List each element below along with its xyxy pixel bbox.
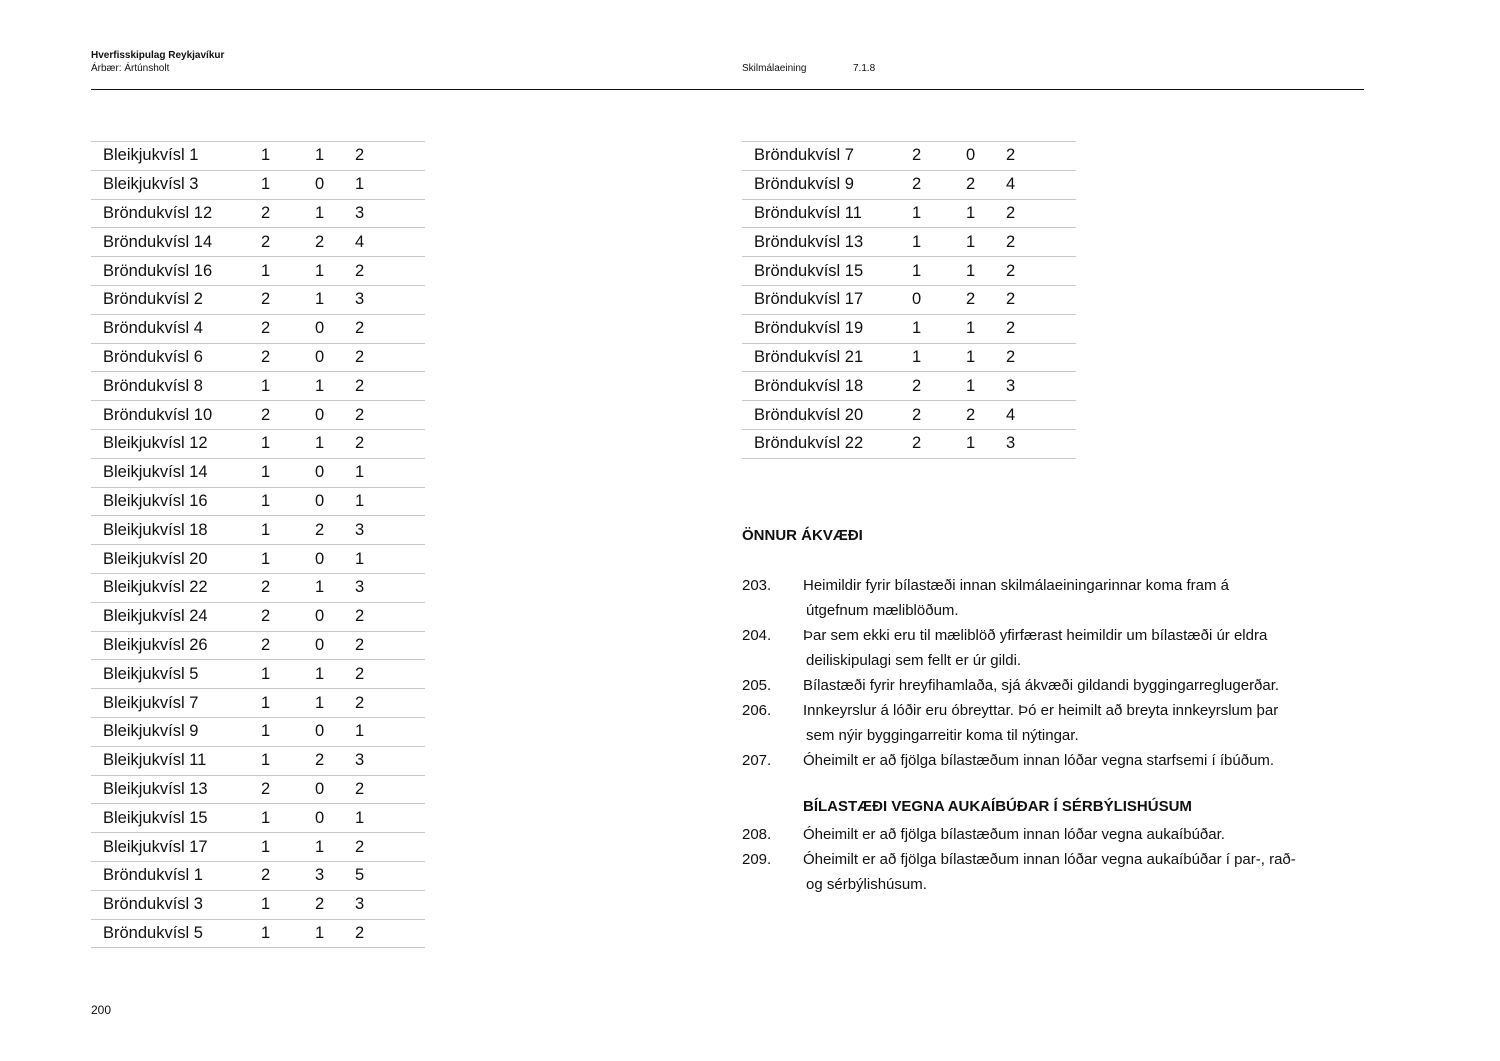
page-number: 200: [91, 1003, 112, 1017]
provision-text-cont: deiliskipulagi sem fellt er úr gildi.: [806, 652, 1022, 669]
table-row: [91, 746, 425, 775]
value-cell-1: 1: [261, 919, 315, 948]
address-cell: Bröndukvísl 17: [742, 285, 912, 314]
document-title: Hverfisskipulag Reykjavíkur: [91, 50, 225, 61]
provision-number: 205.: [742, 677, 772, 694]
provision-text: Heimildir fyrir bílastæði innan skilmálaeiningarinnar koma fram á: [803, 577, 1229, 594]
address-cell: Bröndukvísl 3: [91, 890, 261, 919]
table-row: [91, 429, 425, 458]
provision-number: 206.: [742, 702, 772, 719]
value-cell-2: 0: [315, 602, 355, 631]
total-cell: 2: [1006, 314, 1076, 343]
value-cell-1: 2: [261, 861, 315, 890]
value-cell-1: 2: [261, 343, 315, 372]
total-cell: 2: [1006, 228, 1076, 257]
value-cell-2: 0: [315, 343, 355, 372]
table-row: [742, 429, 1076, 458]
total-cell: 3: [1006, 429, 1076, 458]
value-cell-2: 1: [966, 372, 1006, 401]
value-cell-2: 0: [315, 487, 355, 516]
address-cell: Bröndukvísl 8: [91, 372, 261, 401]
address-cell: Bröndukvísl 16: [91, 257, 261, 286]
address-cell: Bleikjukvísl 11: [91, 746, 261, 775]
value-cell-1: 1: [261, 890, 315, 919]
value-cell-1: 1: [261, 487, 315, 516]
provision-text: Þar sem ekki eru til mæliblöð yfirfærast heimildir um bílastæði úr eldra: [803, 627, 1268, 644]
table-row: [742, 199, 1076, 228]
value-cell-2: 1: [315, 142, 355, 171]
total-cell: 2: [1006, 199, 1076, 228]
value-cell-2: 0: [315, 170, 355, 199]
address-cell: Bröndukvísl 11: [742, 199, 912, 228]
total-cell: 2: [355, 775, 425, 804]
table-row: [742, 343, 1076, 372]
value-cell-1: 2: [261, 631, 315, 660]
total-cell: 3: [1006, 372, 1076, 401]
table-row: [742, 228, 1076, 257]
value-cell-1: 2: [261, 573, 315, 602]
table-row: [91, 861, 425, 890]
address-cell: Bröndukvísl 1: [91, 861, 261, 890]
total-cell: 2: [355, 314, 425, 343]
parking-table-left: [91, 141, 425, 948]
value-cell-1: 1: [261, 372, 315, 401]
provision-number: 207.: [742, 752, 772, 769]
total-cell: 1: [355, 545, 425, 574]
total-cell: 2: [1006, 142, 1076, 171]
total-cell: 1: [355, 170, 425, 199]
address-cell: Bröndukvísl 20: [742, 401, 912, 430]
total-cell: 1: [355, 804, 425, 833]
address-cell: Bleikjukvísl 26: [91, 631, 261, 660]
value-cell-2: 1: [315, 257, 355, 286]
value-cell-1: 2: [261, 228, 315, 257]
provision-208: [742, 822, 1362, 847]
value-cell-1: 1: [261, 170, 315, 199]
table-row: [91, 487, 425, 516]
total-cell: 3: [355, 573, 425, 602]
table-row: [91, 458, 425, 487]
address-cell: Bröndukvísl 12: [91, 199, 261, 228]
address-cell: Bröndukvísl 19: [742, 314, 912, 343]
value-cell-2: 0: [315, 545, 355, 574]
value-cell-1: 1: [261, 804, 315, 833]
table-row: [742, 170, 1076, 199]
table-row: [742, 285, 1076, 314]
value-cell-1: 2: [261, 314, 315, 343]
address-cell: Bleikjukvísl 13: [91, 775, 261, 804]
table-row: [91, 804, 425, 833]
table-row: [91, 660, 425, 689]
address-cell: Bröndukvísl 10: [91, 401, 261, 430]
table-row: [742, 401, 1076, 430]
value-cell-2: 1: [966, 429, 1006, 458]
value-cell-1: 1: [261, 257, 315, 286]
address-cell: Bleikjukvísl 22: [91, 573, 261, 602]
table-row: [91, 257, 425, 286]
value-cell-1: 1: [912, 343, 966, 372]
address-cell: Bröndukvísl 18: [742, 372, 912, 401]
value-cell-1: 0: [912, 285, 966, 314]
value-cell-2: 1: [966, 314, 1006, 343]
table-row: [91, 689, 425, 718]
total-cell: 3: [355, 199, 425, 228]
total-cell: 2: [355, 142, 425, 171]
total-cell: 3: [355, 890, 425, 919]
table-row: [91, 314, 425, 343]
table-row: [91, 775, 425, 804]
value-cell-2: 0: [315, 775, 355, 804]
address-cell: Bröndukvísl 14: [91, 228, 261, 257]
address-cell: Bröndukvísl 13: [742, 228, 912, 257]
table-row: [91, 199, 425, 228]
total-cell: 3: [355, 746, 425, 775]
address-cell: Bleikjukvísl 18: [91, 516, 261, 545]
value-cell-1: 1: [261, 545, 315, 574]
address-cell: Bröndukvísl 5: [91, 919, 261, 948]
provision-text-cont: sem nýir byggingarreitir koma til nýtingar.: [806, 727, 1079, 744]
provision-number: 203.: [742, 577, 772, 594]
value-cell-2: 0: [315, 804, 355, 833]
table-row: [91, 545, 425, 574]
value-cell-1: 2: [912, 142, 966, 171]
address-cell: Bleikjukvísl 17: [91, 833, 261, 862]
value-cell-2: 1: [315, 919, 355, 948]
value-cell-2: 1: [315, 660, 355, 689]
value-cell-2: 2: [966, 170, 1006, 199]
value-cell-2: 1: [315, 429, 355, 458]
table-row: [742, 372, 1076, 401]
value-cell-1: 2: [261, 199, 315, 228]
table-row: [91, 516, 425, 545]
table-row: [91, 602, 425, 631]
total-cell: 2: [355, 660, 425, 689]
value-cell-2: 0: [966, 142, 1006, 171]
value-cell-1: 1: [912, 228, 966, 257]
provision-204: [742, 623, 1362, 673]
value-cell-2: 1: [315, 285, 355, 314]
total-cell: 2: [355, 631, 425, 660]
total-cell: 2: [355, 602, 425, 631]
total-cell: 1: [355, 458, 425, 487]
value-cell-1: 1: [912, 199, 966, 228]
value-cell-1: 1: [261, 717, 315, 746]
document-subtitle: Árbær: Ártúnsholt: [91, 63, 170, 74]
table-row: [91, 573, 425, 602]
value-cell-2: 1: [966, 228, 1006, 257]
value-cell-1: 1: [261, 746, 315, 775]
table-row: [742, 142, 1076, 171]
value-cell-2: 1: [315, 372, 355, 401]
provision-203: [742, 573, 1362, 623]
value-cell-1: 1: [912, 257, 966, 286]
total-cell: 2: [355, 429, 425, 458]
provision-text-cont: og sérbýlishúsum.: [806, 876, 927, 893]
total-cell: 2: [355, 401, 425, 430]
value-cell-1: 1: [261, 689, 315, 718]
address-cell: Bleikjukvísl 3: [91, 170, 261, 199]
total-cell: 4: [1006, 170, 1076, 199]
value-cell-1: 1: [261, 142, 315, 171]
provision-text: Bílastæði fyrir hreyfihamlaða, sjá ákvæði gildandi byggingarreglugerðar.: [803, 677, 1280, 694]
value-cell-2: 1: [315, 573, 355, 602]
address-cell: Bröndukvísl 9: [742, 170, 912, 199]
total-cell: 2: [355, 343, 425, 372]
provision-text-cont: útgefnum mæliblöðum.: [806, 602, 959, 619]
provision-number: 209.: [742, 851, 772, 868]
value-cell-2: 1: [966, 199, 1006, 228]
total-cell: 2: [355, 833, 425, 862]
total-cell: 5: [355, 861, 425, 890]
total-cell: 4: [355, 228, 425, 257]
provision-number: 204.: [742, 627, 772, 644]
address-cell: Bleikjukvísl 24: [91, 602, 261, 631]
total-cell: 2: [355, 689, 425, 718]
provision-205: [742, 673, 1362, 698]
address-cell: Bleikjukvísl 12: [91, 429, 261, 458]
value-cell-1: 1: [912, 314, 966, 343]
value-cell-2: 2: [315, 516, 355, 545]
value-cell-2: 1: [315, 833, 355, 862]
value-cell-1: 2: [261, 602, 315, 631]
total-cell: 2: [1006, 285, 1076, 314]
value-cell-1: 2: [912, 170, 966, 199]
table-row: [91, 142, 425, 171]
value-cell-1: 2: [261, 775, 315, 804]
section-label: Skilmálaeining: [742, 63, 807, 74]
total-cell: 3: [355, 516, 425, 545]
table-row: [91, 631, 425, 660]
address-cell: Bleikjukvísl 7: [91, 689, 261, 718]
value-cell-2: 0: [315, 717, 355, 746]
subsection-heading: BÍLASTÆÐI VEGNA AUKAÍBÚÐAR Í SÉRBÝLISHÚSUM: [803, 798, 1192, 815]
provision-text: Innkeyrslur á lóðir eru óbreyttar. Þó er heimilt að breyta innkeyrslum þar: [803, 702, 1279, 719]
value-cell-2: 0: [315, 458, 355, 487]
value-cell-2: 2: [315, 228, 355, 257]
provision-209: [742, 847, 1362, 897]
table-row: [91, 890, 425, 919]
address-cell: Bleikjukvísl 15: [91, 804, 261, 833]
provision-text: Óheimilt er að fjölga bílastæðum innan lóðar vegna aukaíbúðar.: [803, 826, 1225, 843]
value-cell-2: 1: [315, 199, 355, 228]
value-cell-1: 1: [261, 458, 315, 487]
value-cell-1: 2: [912, 372, 966, 401]
table-row: [91, 717, 425, 746]
value-cell-2: 1: [315, 689, 355, 718]
value-cell-1: 1: [261, 429, 315, 458]
value-cell-1: 1: [261, 660, 315, 689]
address-cell: Bröndukvísl 7: [742, 142, 912, 171]
section-number: 7.1.8: [853, 63, 876, 74]
address-cell: Bleikjukvísl 14: [91, 458, 261, 487]
value-cell-2: 2: [966, 401, 1006, 430]
address-cell: Bröndukvísl 22: [742, 429, 912, 458]
table-row: [91, 343, 425, 372]
address-cell: Bröndukvísl 21: [742, 343, 912, 372]
total-cell: 2: [355, 372, 425, 401]
address-cell: Bleikjukvísl 1: [91, 142, 261, 171]
value-cell-1: 2: [261, 285, 315, 314]
value-cell-2: 0: [315, 631, 355, 660]
total-cell: 1: [355, 487, 425, 516]
section-heading: ÖNNUR ÁKVÆÐI: [742, 527, 863, 544]
provision-206: [742, 698, 1362, 748]
table-row: [91, 372, 425, 401]
total-cell: 3: [355, 285, 425, 314]
address-cell: Bröndukvísl 15: [742, 257, 912, 286]
table-row: [91, 170, 425, 199]
provision-number: 208.: [742, 826, 772, 843]
header-divider: [91, 89, 1364, 90]
total-cell: 2: [355, 257, 425, 286]
value-cell-1: 2: [912, 401, 966, 430]
provision-text: Óheimilt er að fjölga bílastæðum innan lóðar vegna starfsemi í íbúðum.: [803, 752, 1275, 769]
address-cell: Bleikjukvísl 5: [91, 660, 261, 689]
address-cell: Bröndukvísl 4: [91, 314, 261, 343]
value-cell-2: 2: [966, 285, 1006, 314]
provision-text: Óheimilt er að fjölga bílastæðum innan lóðar vegna aukaíbúðar í par-, rað-: [803, 851, 1296, 868]
table-row: [91, 919, 425, 948]
table-row: [91, 228, 425, 257]
table-row: [91, 833, 425, 862]
total-cell: 2: [355, 919, 425, 948]
value-cell-1: 1: [261, 516, 315, 545]
value-cell-2: 0: [315, 314, 355, 343]
address-cell: Bröndukvísl 6: [91, 343, 261, 372]
value-cell-1: 2: [912, 429, 966, 458]
table-row: [742, 314, 1076, 343]
address-cell: Bröndukvísl 2: [91, 285, 261, 314]
total-cell: 1: [355, 717, 425, 746]
address-cell: Bleikjukvísl 9: [91, 717, 261, 746]
value-cell-2: 3: [315, 861, 355, 890]
value-cell-2: 1: [966, 343, 1006, 372]
value-cell-2: 2: [315, 890, 355, 919]
total-cell: 2: [1006, 257, 1076, 286]
parking-table-right: [742, 141, 1076, 459]
provision-207: [742, 748, 1362, 773]
total-cell: 4: [1006, 401, 1076, 430]
value-cell-2: 0: [315, 401, 355, 430]
value-cell-1: 1: [261, 833, 315, 862]
value-cell-2: 1: [966, 257, 1006, 286]
table-row: [91, 401, 425, 430]
address-cell: Bleikjukvísl 16: [91, 487, 261, 516]
value-cell-2: 2: [315, 746, 355, 775]
value-cell-1: 2: [261, 401, 315, 430]
table-row: [91, 285, 425, 314]
total-cell: 2: [1006, 343, 1076, 372]
table-row: [742, 257, 1076, 286]
address-cell: Bleikjukvísl 20: [91, 545, 261, 574]
